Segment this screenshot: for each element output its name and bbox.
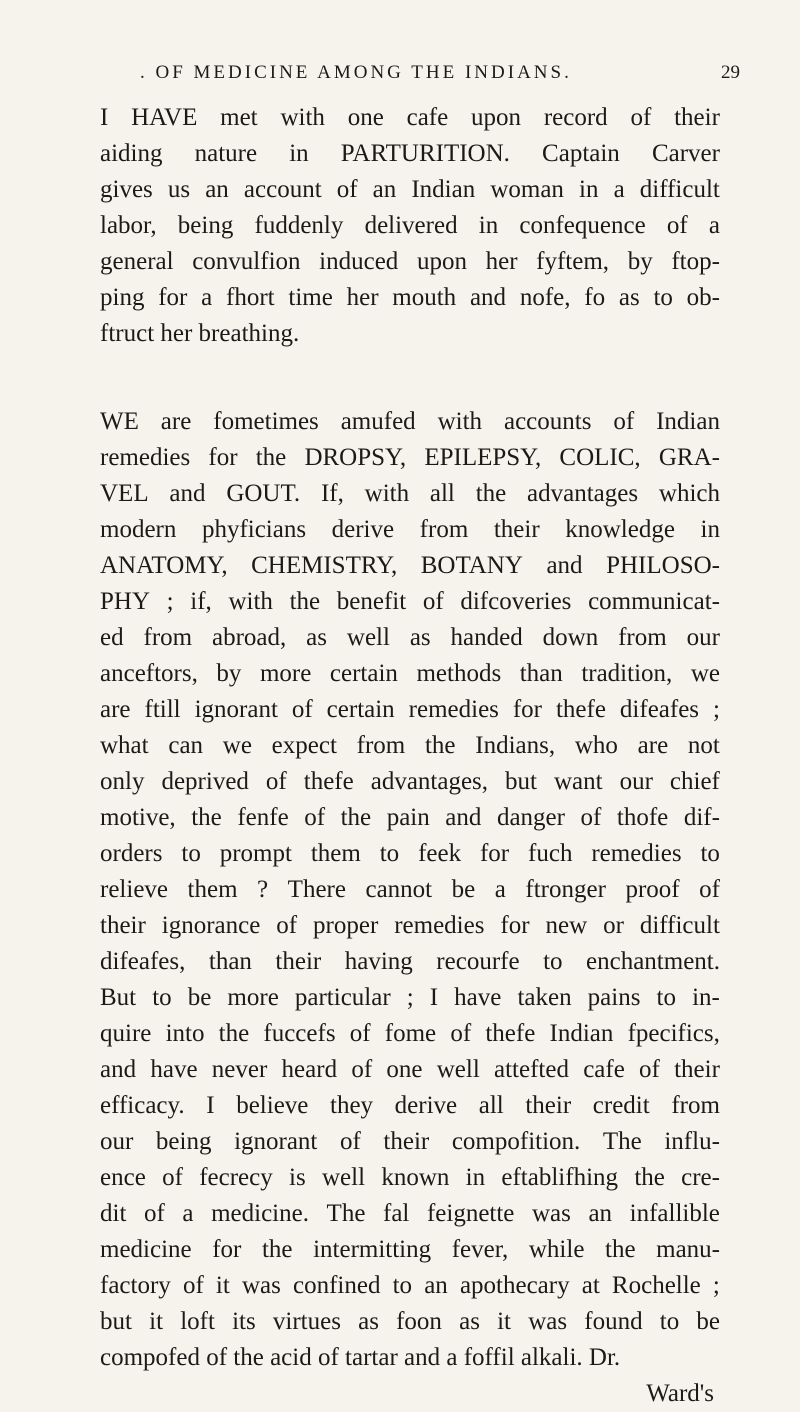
- text-line: dit of a medicine. The fal feignette was an infallible: [100, 1200, 720, 1227]
- paragraph-gap: [100, 352, 720, 404]
- catchword: Ward's: [646, 1380, 714, 1407]
- text-line: anceftors, by more certain methods than tradition, we: [100, 660, 720, 687]
- text-line: remedies for the DROPSY, EPILEPSY, COLIC, GRA-: [100, 444, 720, 471]
- text-line: but it loft its virtues as foon as it was found to be: [100, 1308, 720, 1335]
- text-line: compofed of the acid of tartar and a foffil alkali. Dr.: [100, 1344, 621, 1371]
- text-line: general convulfion induced upon her fyftem, by ftop-: [100, 248, 720, 275]
- text-line: ftruct her breathing.: [100, 320, 300, 347]
- text-line: ping for a fhort time her mouth and nofe, fo as to ob-: [100, 284, 720, 311]
- text-line: are ftill ignorant of certain remedies for thefe difeafes ;: [100, 696, 720, 723]
- paragraph: [100, 100, 720, 352]
- text-line: labor, being fuddenly delivered in confequence of a: [100, 212, 720, 239]
- text-line: motive, the fenfe of the pain and danger of thofe dif-: [100, 804, 720, 831]
- text-line: relieve them ? There cannot be a ftronger proof of: [100, 876, 720, 903]
- text-line: orders to prompt them to feek for fuch remedies to: [100, 840, 720, 867]
- text-line: VEL and GOUT. If, with all the advantages which: [100, 480, 720, 507]
- body-text: [100, 100, 720, 1412]
- running-head: [50, 62, 740, 92]
- text-line: But to be more particular ; I have taken pains to in-: [100, 984, 720, 1011]
- text-line: medicine for the intermitting fever, while the manu-: [100, 1236, 720, 1263]
- running-title: . OF MEDICINE AMONG THE INDIANS.: [140, 62, 572, 83]
- text-line: efficacy. I believe they derive all their credit from: [100, 1092, 720, 1119]
- text-line: gives us an account of an Indian woman in a difficult: [100, 176, 720, 203]
- text-line: our being ignorant of their compofition. The influ-: [100, 1128, 720, 1155]
- text-line: aiding nature in PARTURITION. Captain Carver: [100, 140, 720, 167]
- text-line: what can we expect from the Indians, who are not: [100, 732, 720, 759]
- text-line: difeafes, than their having recourfe to enchantment.: [100, 948, 720, 975]
- text-line: ence of fecrecy is well known in eftablifhing the cre-: [100, 1164, 720, 1191]
- text-line: factory of it was confined to an apothecary at Rochelle ;: [100, 1272, 720, 1299]
- paragraph: [100, 404, 720, 1376]
- text-line: WE are fometimes amufed with accounts of Indian: [100, 408, 720, 435]
- page-number: 29: [721, 62, 740, 83]
- text-line: ed from abroad, as well as handed down from our: [100, 624, 720, 651]
- text-line: quire into the fuccefs of fome of thefe Indian fpecifics,: [100, 1020, 720, 1047]
- text-line: PHY ; if, with the benefit of difcoveries communicat-: [100, 588, 720, 615]
- text-line: I HAVE met with one cafe upon record of their: [100, 104, 720, 131]
- text-line: only deprived of thefe advantages, but want our chief: [100, 768, 720, 795]
- text-line: modern phyficians derive from their knowledge in: [100, 516, 720, 543]
- text-line: ANATOMY, CHEMISTRY, BOTANY and PHILOSO-: [100, 552, 720, 579]
- text-line: and have never heard of one well attefted cafe of their: [100, 1056, 720, 1083]
- text-line: their ignorance of proper remedies for new or difficult: [100, 912, 720, 939]
